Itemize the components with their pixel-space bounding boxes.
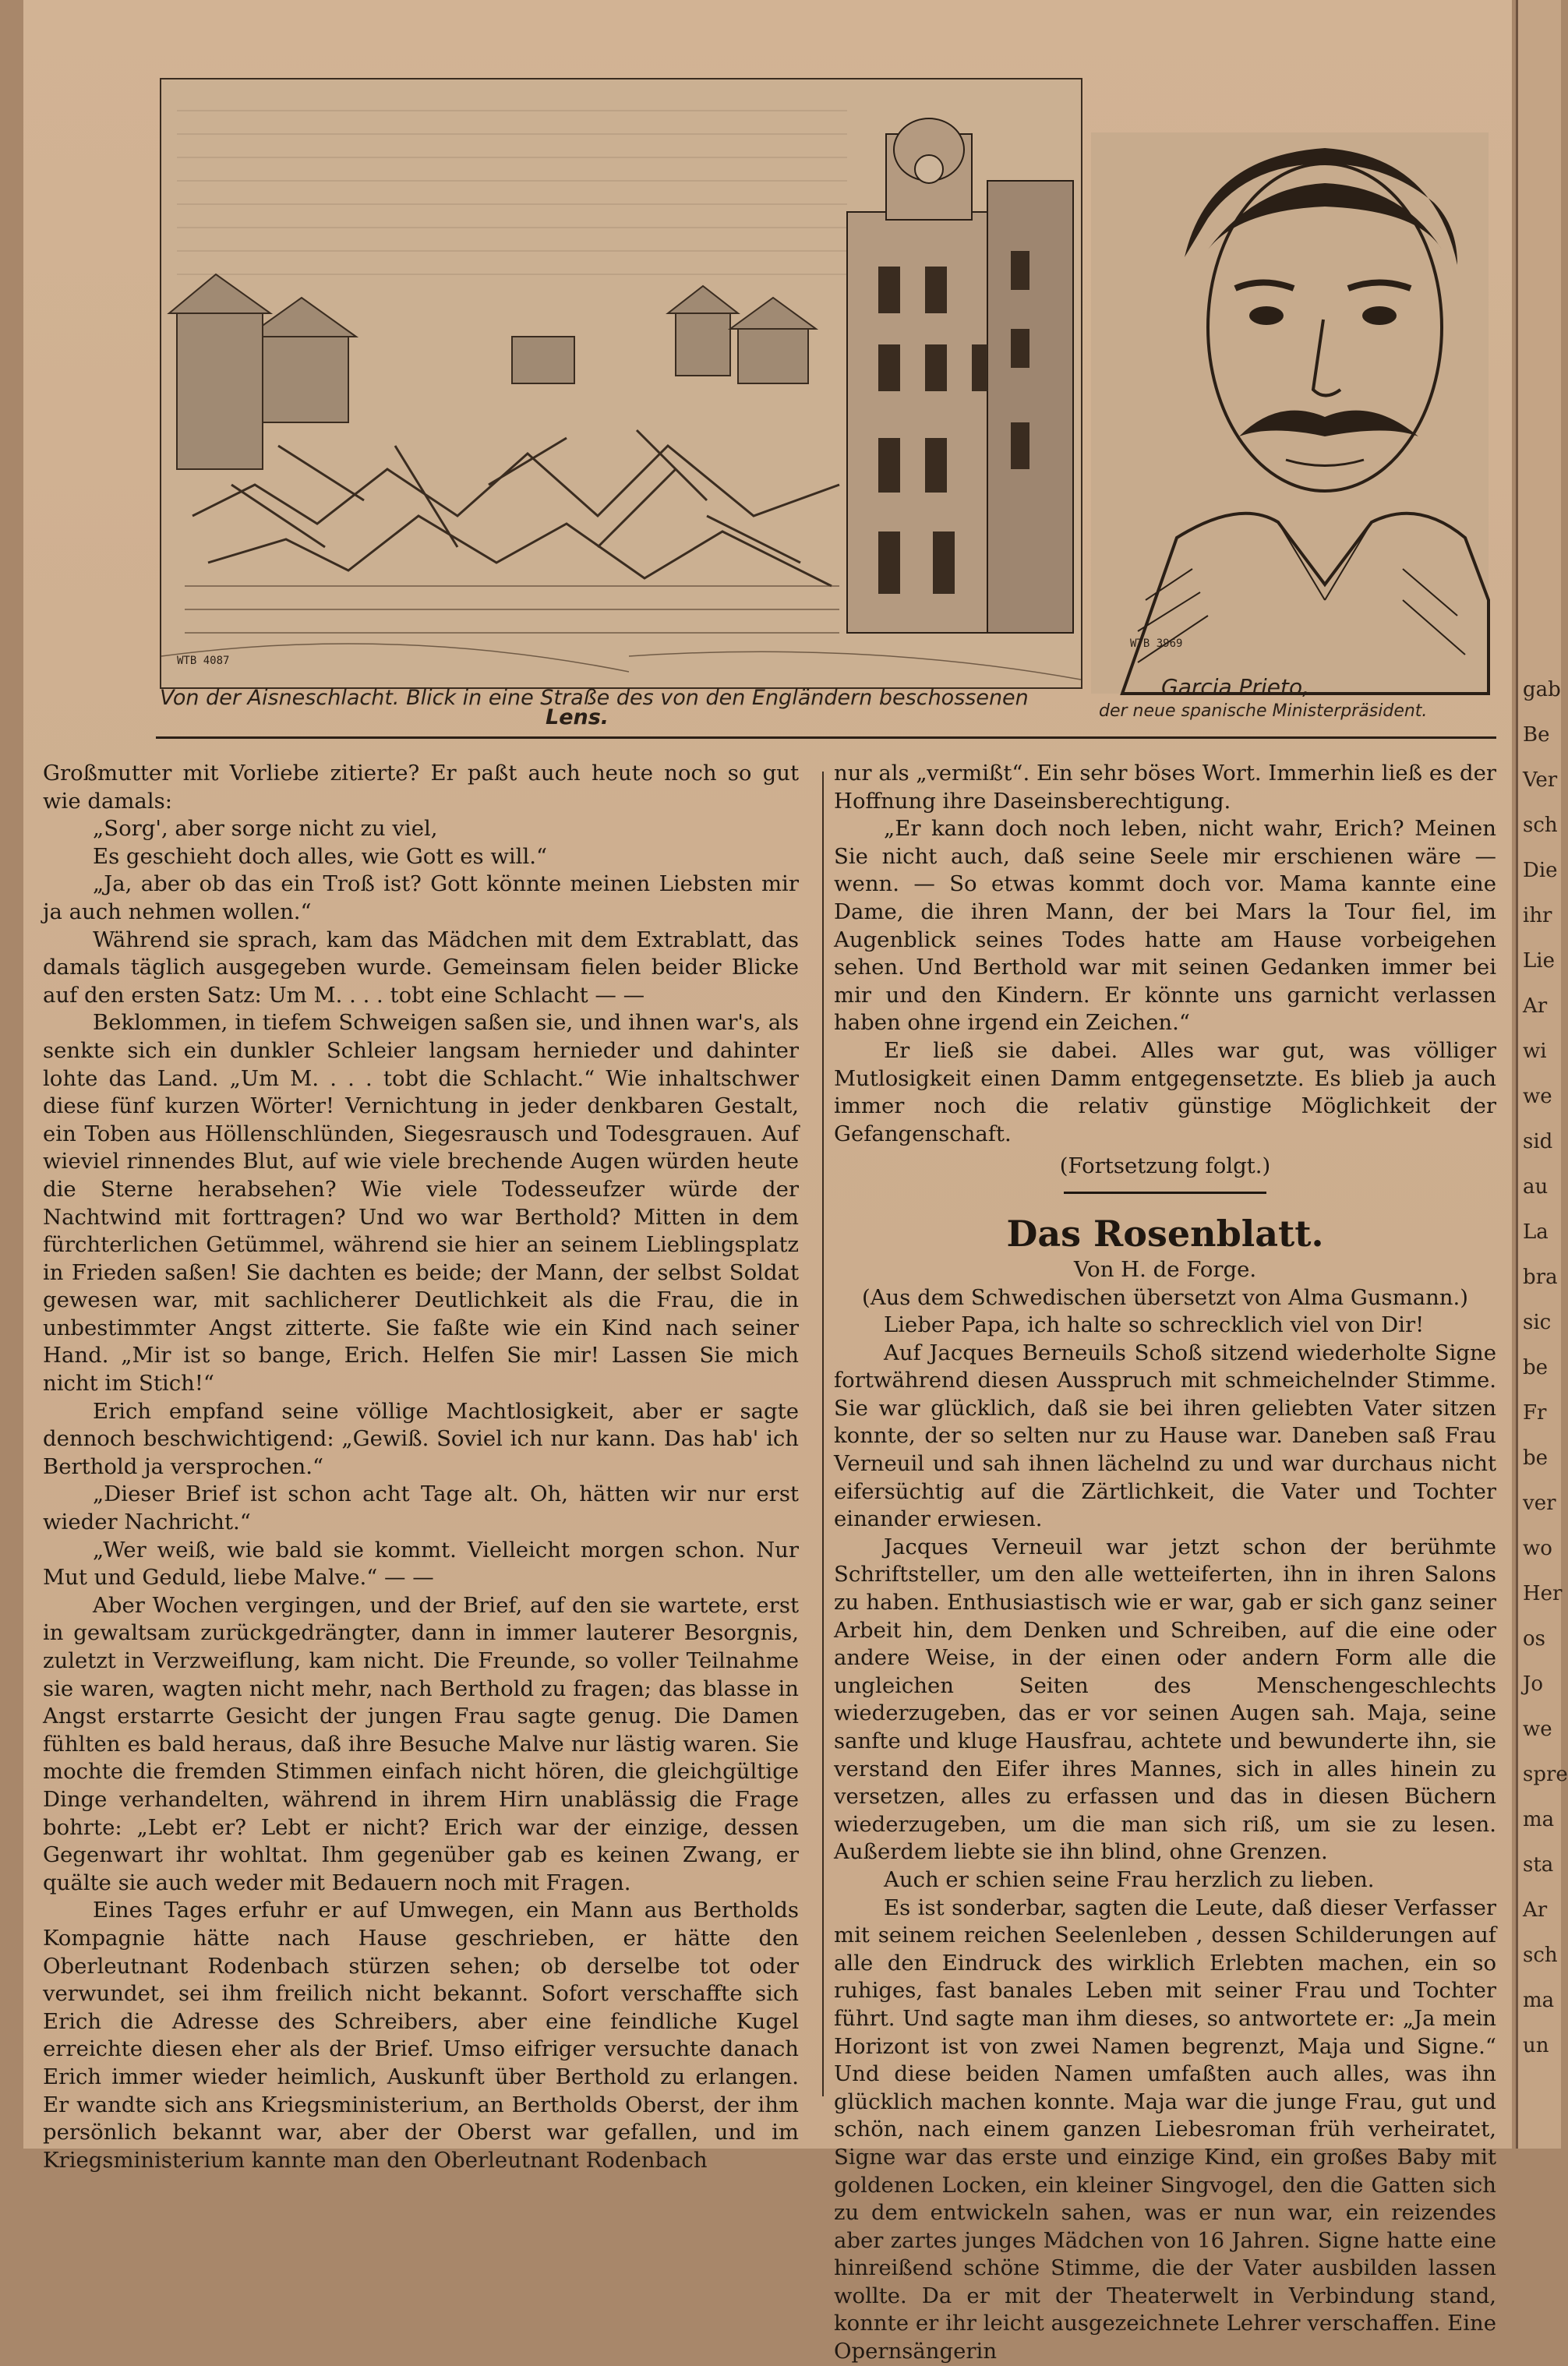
left-para-3: Während sie sprach, kam das Mädchen mit dem Extrablatt, das damals täglich ausgegeben wurde. Gemeinsam fielen beider Blicke auf den ersten Satz: Um M. . . . tobt eine Schlacht — — <box>43 927 799 1008</box>
story-translator: (Aus dem Schwedischen übersetzt von Alma Gusmann.) <box>862 1284 1468 1310</box>
next-page-fragment: we <box>1523 1085 1552 1108</box>
left-verse-1: „Sorg', aber sorge nicht zu viel, <box>93 816 438 842</box>
next-page-fragment: os <box>1523 1627 1545 1651</box>
next-page-edge <box>1516 0 1568 2149</box>
next-page-fragment: gab <box>1523 678 1561 701</box>
next-page-fragment: un <box>1523 2034 1549 2057</box>
figure-left-caption-line2: Lens. <box>546 705 609 729</box>
left-column <box>43 760 799 2174</box>
next-page-fragment: we <box>1523 1718 1552 1741</box>
left-verse-2: Es geschieht doch alles, wie Gott es will.“ <box>93 843 548 869</box>
next-page-fragment: ver <box>1523 1492 1556 1515</box>
left-para-9: Eines Tages erfuhr er auf Umwegen, ein Mann aus Bertholds Kompagnie hätte nach Hause geschrieben, er hätte den Oberleutnant Rodenbach stürzen sehen; ob derselbe tot oder verwundet, sei ihm freilich nicht bekannt. Sofort verschaffte sich Erich die Adresse des Schreibers, aber eine feindliche Kugel erreichte diesen eher als der Brief. Umso eifriger versuchte danach Erich immer wieder heimlich, Auskunft über Berthold zu erlangen. Er wandte sich ans Kriegsministerium, an Bertholds Oberst, der ihm persönlich bekannt war, aber der Oberst war gefallen, und im Kriegsministerium kannte man den Oberleutnant Rodenbach <box>43 1898 799 2173</box>
next-page-fragment: sch <box>1523 1944 1558 1967</box>
figure-right-caption-desc: der neue spanische Ministerpräsident. <box>1099 701 1428 721</box>
left-para-1: Großmutter mit Vorliebe zitierte? Er paßt auch heute noch so gut wie damals: <box>43 761 799 814</box>
left-para-4: Beklommen, in tiefem Schweigen saßen sie, und ihnen war's, als senkte sich ein dunkler Schleier langsam hernieder und dahinter lohte das Land. „Um M. . . . tobt die Schlacht.“ Wie inhaltschwer diese fünf kurzen Wörter! Vernichtung in jeder denkbaren Gestalt, ein Toben aus Höllenschlünden, Siegesrausch und Todesgrauen. Auf wieviel rinnendes Blut, auf wie viele brechende Augen würden heute die Sterne herabsehen? Wie viele Todesseufzer würde der Nachtwind mit forttragen? Und wo war Berthold? Mitten in dem fürchterlichen Getümmel, während sie hier an seinem Lieblingsplatz in Frieden saßen! Sie dachten es beide; der Mann, der selbst Soldat gewesen war, mit sachlicherer Deutlichkeit als die Frau, die in unbestimmter Angst zitterte. Sie faßte wie ein Kind nach seiner Hand. „Mir ist so bange, Erich. Helfen Sie mir! Lassen Sie mich nicht im Stich!“ <box>43 1010 799 1397</box>
story-title: Das Rosenblatt. <box>1006 1212 1324 1255</box>
ruined-street-illustration <box>160 78 1082 689</box>
right-para-1: nur als „vermißt“. Ein sehr böses Wort. Immerhin ließ es der Hoffnung ihre Daseinsberechtigung. <box>834 761 1496 814</box>
section-rule <box>1064 1192 1266 1194</box>
next-page-fragment: sic <box>1523 1311 1552 1334</box>
continuation-note: (Fortsetzung folgt.) <box>1059 1153 1271 1179</box>
next-page-fragment: ma <box>1523 1808 1555 1831</box>
right-column <box>834 760 1496 2366</box>
figure-left-tag: WTB 4087 <box>177 655 230 667</box>
ruined-street-drawing <box>161 79 1081 687</box>
next-page-fragment: ihr <box>1523 904 1552 927</box>
next-page-fragment: sch <box>1523 814 1558 837</box>
right-para-6: Jacques Verneuil war jetzt schon der berühmte Schriftsteller, um den alle wetteiferten, ihn in ihren Salons zu haben. Enthusiastisch wie er war, gab er sich ganz seiner Arbeit hin, dem Denken und Schreiben, auf die eine oder andere Weise, in der einen oder andern Form alle die ungleichen Seiten des Menschengeschlechts wiederzugeben, das er vor seinen Augen sah. Maja, seine sanfte und kluge Hausfrau, achtete und bewunderte ihn, sie verstand den Eifer ihres Mannes, sich in alles hinein zu versetzen, alles zu erfassen und das in diesen Büchern wiederzugeben, um die man sich riß, um sie zu lesen. Außerdem liebte sie ihn blind, ohne Grenzen. <box>834 1534 1496 1865</box>
next-page-fragment: au <box>1523 1175 1549 1199</box>
portrait-drawing <box>1091 132 1489 694</box>
next-page-fragment: Ar <box>1523 994 1548 1018</box>
header-rule <box>156 736 1496 739</box>
next-page-fragment: sid <box>1523 1130 1553 1153</box>
next-page-fragment: Be <box>1523 723 1550 747</box>
right-para-5: Auf Jacques Berneuils Schoß sitzend wiederholte Signe fortwährend diesen Ausspruch mit schmeichelnder Stimme. Sie war glücklich, daß sie bei ihren geliebten Vater sitzen konnte, der so selten nur zu Hause war. Daneben saß Frau Verneuil und sah ihnen lächelnd zu und war durchaus nicht eifersüchtig auf die Zärtlichkeit, die Vater und Tochter einander erwiesen. <box>834 1340 1496 1532</box>
next-page-fragment: La <box>1523 1220 1549 1244</box>
next-page-fragment: bra <box>1523 1266 1558 1289</box>
next-page-fragment: wi <box>1523 1040 1547 1063</box>
column-divider <box>822 772 824 2096</box>
next-page-fragment: Ver <box>1523 768 1558 792</box>
garcia-prieto-portrait <box>1091 132 1489 694</box>
right-para-7: Auch er schien seine Frau herzlich zu lieben. <box>884 1866 1375 1892</box>
right-para-3: Er ließ sie dabei. Alles war gut, was völliger Mutlosigkeit einen Damm entgegensetzte. Es blieb ja auch immer noch die relativ günstige Möglichkeit der Gefangenschaft. <box>834 1037 1496 1146</box>
next-page-fragment: be <box>1523 1446 1549 1470</box>
next-page-fragment: Lie <box>1523 949 1555 973</box>
figure-right-caption-name: Garcia Prieto, <box>1161 674 1310 700</box>
next-page-fragment: Ar <box>1523 1898 1548 1922</box>
next-page-fragment: be <box>1523 1356 1549 1379</box>
left-para-7: „Wer weiß, wie bald sie kommt. Vielleicht morgen schon. Nur Mut und Geduld, liebe Malve.“ — — <box>43 1537 799 1591</box>
next-page-fragment: spre <box>1523 1763 1568 1786</box>
right-para-4: Lieber Papa, ich halte so schrecklich viel von Dir! <box>884 1312 1425 1338</box>
story-author: Von H. de Forge. <box>1073 1256 1257 1282</box>
figure-left-caption-line1: Von der Aisneschlacht. Blick in eine Straße des von den Engländern beschossenen <box>160 686 1029 710</box>
next-page-fragment: sta <box>1523 1853 1554 1877</box>
next-page-fragment: Die <box>1523 859 1558 882</box>
right-para-2: „Er kann doch noch leben, nicht wahr, Erich? Meinen Sie nicht auch, daß seine Seele mir erschienen wäre — wenn. — So etwas kommt doch vor. Mama kannte eine Dame, die ihren Mann, der bei Mars la Tour fiel, im Augenblick seines Todes hatte am Hause vorbeigehen sehen. Und Berthold war mit seinen Gedanken immer bei mir und den Kindern. Er könnte uns garnicht verlassen haben ohne irgend ein Zeichen.“ <box>834 816 1496 1036</box>
left-para-6: „Dieser Brief ist schon acht Tage alt. Oh, hätten wir nur erst wieder Nachricht.“ <box>43 1481 799 1535</box>
next-page-fragment: Her <box>1523 1582 1563 1605</box>
next-page-fragment: ma <box>1523 1989 1555 2012</box>
left-para-5: Erich empfand seine völlige Machtlosigkeit, aber er sagte dennoch beschwichtigend: „Gewiß. Soviel ich nur kann. Das hab' ich Berthold ja versprochen.“ <box>43 1398 799 1479</box>
left-para-2: „Ja, aber ob das ein Troß ist? Gott könnte meinen Liebsten mir ja auch nehmen wollen.“ <box>43 871 799 924</box>
next-page-fragment: Fr <box>1523 1401 1547 1425</box>
left-para-8: Aber Wochen vergingen, und der Brief, auf den sie wartete, erst in gewaltsam zurückgedrängter, dann in immer lauterer Besorgnis, zuletzt in Verzweiflung, kam nicht. Die Freunde, so voller Teilnahme sie waren, wagten nicht mehr, nach Berthold zu fragen; das blasse in Angst erstarrte Gesicht der jungen Frau sagte genug. Die Damen fühlten es bald heraus, daß ihre Besuche Malve nur lästig waren. Sie mochte die fremden Stimmen einfach nicht hören, die gleichgültige Dinge verhandelten, während in ihrem Hirn unablässig die Frage bohrte: „Lebt er? Lebt er nicht? Erich war der einzige, dessen Gegenwart ihr wohltat. Ihm gegenüber gab es keinen Zwang, er quälte sie auch weder mit Bedauern noch mit Fragen. <box>43 1592 799 1895</box>
next-page-fragment: wo <box>1523 1537 1552 1560</box>
figure-right-tag: WTB 3969 <box>1130 637 1183 650</box>
right-para-8: Es ist sonderbar, sagten die Leute, daß dieser Verfasser mit seinem reichen Seelenleben , dessen Schilderungen auf alle den Eindruck des wirklich Erlebten machen, ein so ruhiges, fast banales Leben mit seiner Frau und Tochter führt. Und sagte man ihm dieses, so antwortete er: „Ja mein Horizont ist von zwei Namen begrenzt, Maja und Signe.“ Und diese beiden Namen umfaßten auch alles, was ihn glücklich machen konnte. Maja war die junge Frau, gut und schön, nach einem ganzen Liebesroman früh verheiratet, Signe war das erste und einzige Kind, ein großes Baby mit goldenen Locken, ein kleiner Singvogel, den die Gatten sich zu dem entwickeln sahen, was er nun war, ein reizendes aber zartes junges Mädchen von 16 Jahren. Signe hatte eine hinreißend schöne Stimme, die der Vater ausbilden lassen wollte. Da er mit der Theaterwelt in Verbindung stand, konnte er ihr leicht ausgezeichnete Lehrer verschaffen. Eine Opernsängerin <box>834 1895 1496 2364</box>
next-page-fragment: Jo <box>1523 1672 1544 1696</box>
